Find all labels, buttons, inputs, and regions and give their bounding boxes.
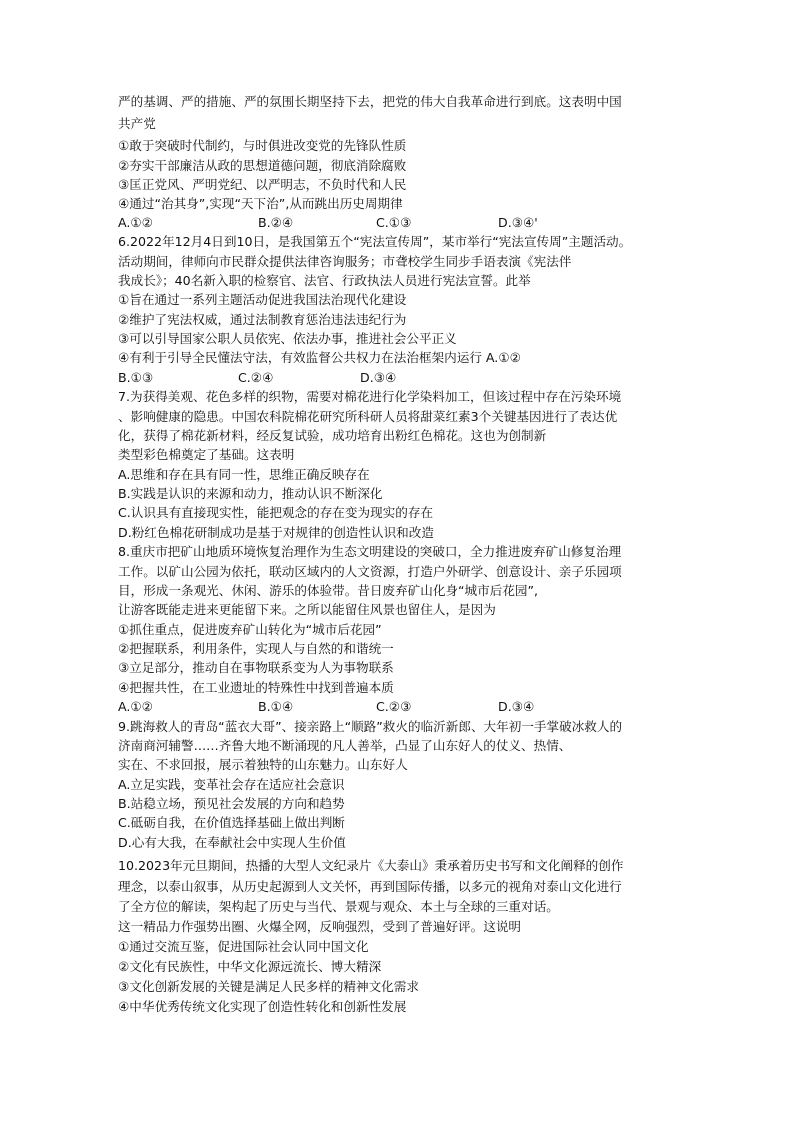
q7-stem-line-1: 7.为获得美观、花色多样的织物，需要对棉花进行化学染料加工，但该过程中存在污染环境 (118, 389, 622, 404)
q5-item-1: ①敢于突破时代制约，与时俱进改变党的先锋队性质 (118, 138, 407, 153)
q8-option-d: D.③④ (498, 699, 535, 714)
q7-choice-a: A.思维和存在具有同一性，思维正确反映存在 (118, 467, 370, 482)
q5-item-2: ②夯实干部廉洁从政的思想道德问题，彻底消除腐败 (118, 158, 407, 173)
q7-choice-c: C.认识具有直接现实性，能把观念的存在变为现实的存在 (118, 505, 434, 520)
q9-choice-a: A.立足实践，变革社会存在适应社会意识 (118, 777, 345, 792)
q9-choice-c: C.砥砺自我，在价值选择基础上做出判断 (118, 815, 345, 830)
q8-stem-line-1: 8.重庆市把矿山地质环境恢复治理作为生态文明建设的突破口，全力推进废弃矿山修复治理 (118, 544, 622, 559)
q5-stem-line-2: 共产党 (118, 116, 156, 131)
q10-stem-line-4: 这一精品力作强势出圈、火爆全网，反响强烈，受到了普遍好评。这说明 (118, 919, 521, 934)
q7-stem-line-4: 类型彩色棉奠定了基础。这表明 (118, 447, 295, 462)
q5-item-4: ④通过“治其身”,实现“天下治”,从而跳出历史周期律 (118, 196, 403, 211)
q5-item-3: ③匡正党风、严明党纪、以严明志，不负时代和人民 (118, 177, 407, 192)
q6-option-c: C.②④ (238, 370, 274, 385)
q8-stem-line-2: 工作。以矿山公园为依托，联动区域内的人文资源，打造户外研学、创意设计、亲子乐园项 (118, 564, 622, 579)
q6-stem-line-3: 我成长》；40名新入职的检察官、法官、行政执法人员进行宪法宣誓。此举 (118, 273, 531, 288)
q6-item-1: ①旨在通过一系列主题活动促进我国法治现代化建设 (118, 292, 407, 307)
q7-choice-d: D.粉红色棉花研制成功是基于对规律的创造性认识和改造 (118, 525, 434, 540)
q5-stem-line-1: 严的基调、严的措施、严的氛围长期坚持下去，把党的伟大自我革命进行到底。这表明中国 (118, 94, 622, 109)
q8-item-1: ①抓住重点，促进废弃矿山转化为“城市后花园” (118, 622, 382, 637)
q5-option-d: D.③④' (498, 215, 538, 230)
q5-option-c: C.①③ (376, 215, 412, 230)
q8-option-a: A.①② (118, 699, 153, 714)
q6-option-d: D.③④ (360, 370, 397, 385)
q8-stem-line-4: 让游客既能走进来更能留下来。之所以能留住风景也留住人，是因为 (118, 602, 496, 617)
q10-item-3: ③文化创新发展的关键是满足人民多样的精神文化需求 (118, 979, 419, 994)
q7-choice-b: B.实践是认识的来源和动力，推动认识不断深化 (118, 486, 383, 501)
q7-stem-line-3: 化，获得了棉花新材料，经反复试验，成功培育出粉红色棉花。这也为创制新 (118, 428, 547, 443)
q9-stem-line-1: 9.跳海救人的青岛“蓝衣大哥”、接亲路上“顺路”救火的临沂新郎、大年初一手掌破冰救人的 (118, 719, 623, 734)
q8-option-b: B.①④ (258, 699, 294, 714)
q9-stem-line-2: 济南商河辅警……齐鲁大地不断涌现的凡人善举，凸显了山东好人的仗义、热情、 (118, 738, 572, 753)
q8-item-4: ④把握共性，在工业遗址的特殊性中找到普遍本质 (118, 680, 394, 695)
q10-item-1: ①通过交流互鉴，促进国际社会认同中国文化 (118, 939, 369, 954)
q5-option-a: A.①② (118, 215, 153, 230)
q8-item-2: ②把握联系，利用条件，实现人与自然的和谐统一 (118, 641, 394, 656)
q6-stem-line-1: 6.2022年12月4日到10日，是我国第五个“宪法宣传周”，某市举行“宪法宣传周”主题活动。 (118, 234, 632, 249)
q6-stem-line-2: 活动期间，律师向市民群众提供法律咨询服务；市聋校学生同步手语表演《宪法伴 (118, 254, 572, 269)
q6-option-b: B.①③ (118, 370, 154, 385)
q8-option-c: C.②③ (376, 699, 412, 714)
q9-choice-d: D.心有大我，在奉献社会中实现人生价值 (118, 835, 346, 850)
q9-choice-b: B.站稳立场，预见社会发展的方向和趋势 (118, 796, 345, 811)
q10-stem-line-2: 理念，以泰山叙事，从历史起源到人文关怀，再到国际传播，以多元的视角对泰山文化进行 (118, 879, 622, 894)
q6-item-3: ③可以引导国家公职人员依宪、依法办事，推进社会公平正义 (118, 331, 457, 346)
q7-stem-line-2: 、影响健康的隐患。中国农科院棉花研究所科研人员将甜菜红素3个关键基因进行了表达优 (118, 409, 618, 424)
q10-item-4: ④中华优秀传统文化实现了创造性转化和创新性发展 (118, 999, 407, 1014)
q10-stem-line-1: 10.2023年元旦期间，热播的大型人文纪录片《大泰山》秉承着历史书写和文化阐释的创作 (118, 858, 624, 873)
q8-item-3: ③立足部分，推动自在事物联系变为人为事物联系 (118, 660, 394, 675)
q10-stem-line-3: 了全方位的解读，架构起了历史与当代、景观与观众、本土与全球的三重对话。 (118, 899, 559, 914)
q10-item-2: ②文化有民族性，中华文化源远流长、博大精深 (118, 959, 382, 974)
q5-option-b: B.②④ (258, 215, 294, 230)
q6-item-2: ②维护了宪法权威，通过法制教育惩治违法违纪行为 (118, 312, 407, 327)
q9-stem-line-3: 实在、不求回报，展示着独特的山东魅力。山东好人 (118, 757, 408, 772)
q6-item-4: ④有利于引导全民懂法守法，有效监督公共权力在法治框架内运行 A.①② (118, 350, 521, 365)
q8-stem-line-3: 目，形成一条观光、休闲、游乐的体验带。昔日废弃矿山化身“城市后花园”, (118, 583, 539, 598)
